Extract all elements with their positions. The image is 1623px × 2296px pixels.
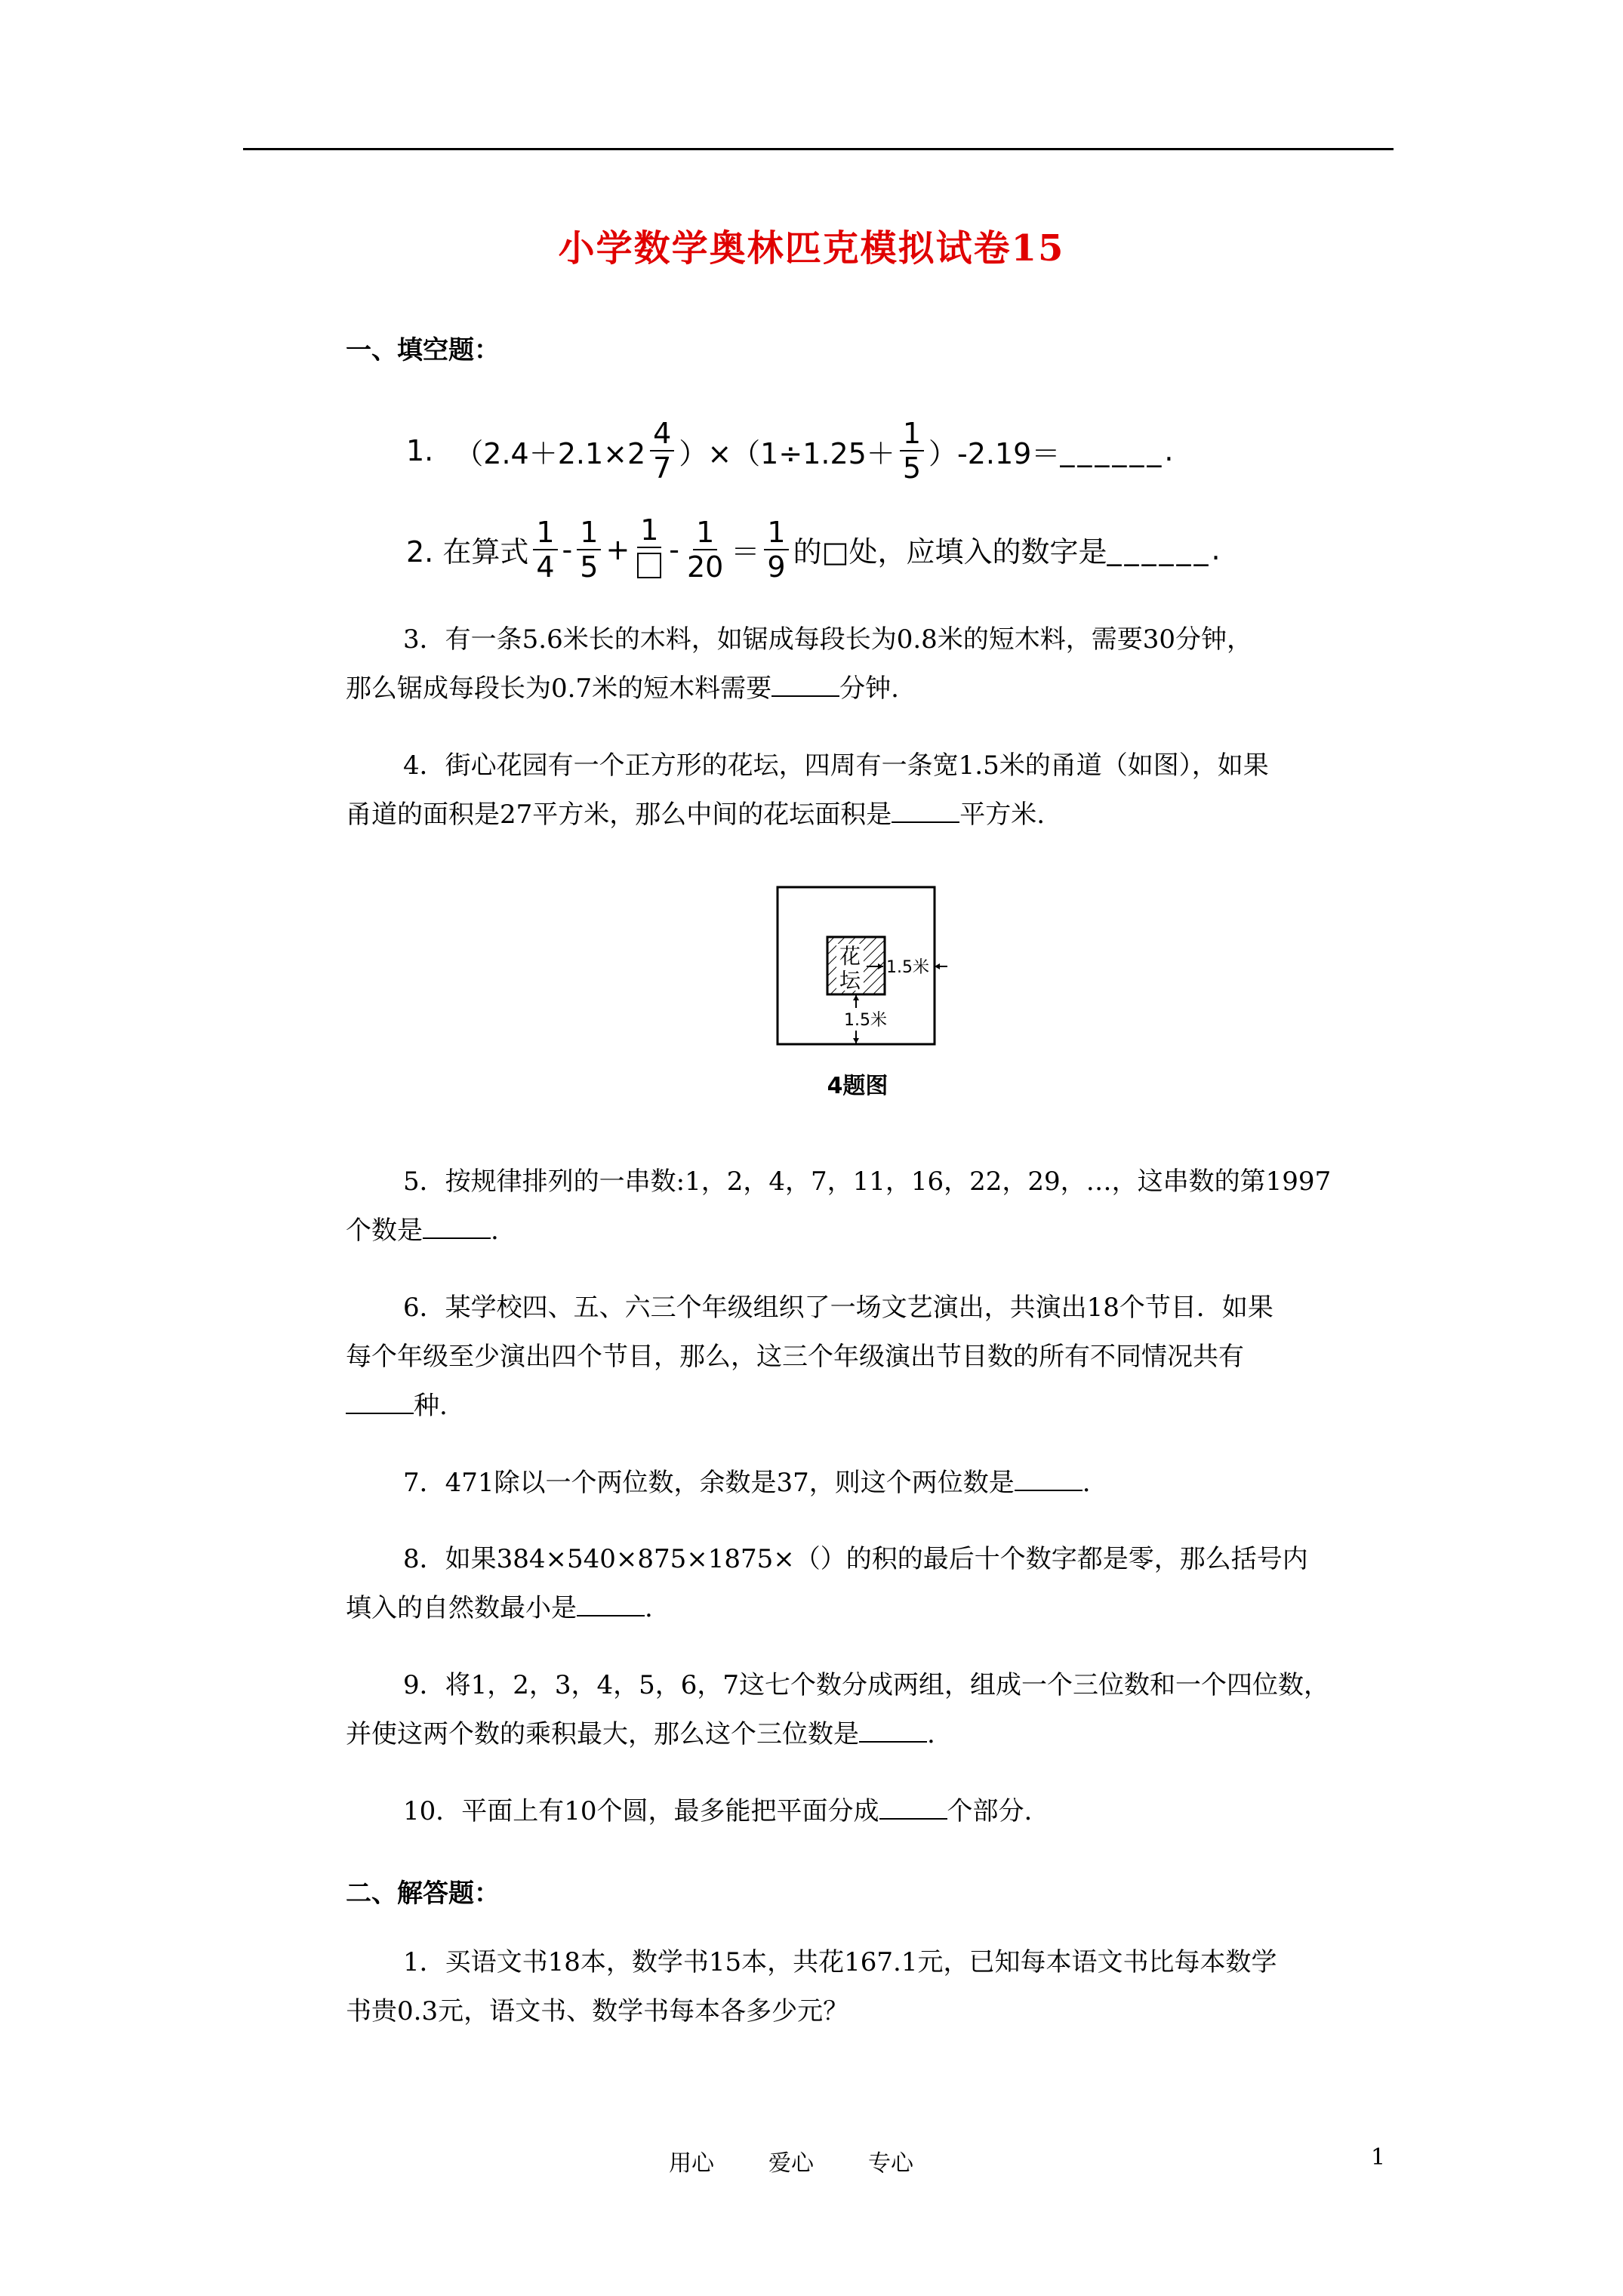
solution-question-1 — [346, 1938, 1394, 2036]
section-heading-solutions: 二、解答题： — [346, 1878, 500, 1909]
flowerbed-char1: 花 — [839, 944, 861, 969]
question-5 — [346, 1157, 1394, 1256]
question-7 — [346, 1459, 1394, 1508]
q1-end: ）-2.19＝ — [929, 436, 1061, 470]
q9-line1: 9．将1，2，3，4，5，6，7这七个数分成两组，组成一个三位数和一个四位数， — [403, 1670, 1330, 1700]
arrow-down-icon — [853, 1038, 859, 1043]
q2-op2: + — [605, 532, 630, 566]
q2-fraction-a: $\frac{1}{4}$ — [533, 516, 557, 584]
q10-line1: 10．平面上有10个圆，最多能把平面分成 个部分. — [403, 1796, 1033, 1826]
header-rule — [243, 148, 1394, 150]
q1-number: 1. — [406, 434, 434, 467]
page-number: 1 — [1371, 2144, 1386, 2171]
s2q1-line1: 1．买语文书18本，数学书15本，共花167.1元，已知每本语文书比每本数学 — [403, 1947, 1277, 1977]
q2-fraction-b: $\frac{1}{5}$ — [577, 516, 601, 584]
q6-line2: 每个年级至少演出四个节目，那么，这三个年级演出节目数的所有不同情况共有 — [346, 1342, 1244, 1372]
empty-box-icon — [637, 553, 661, 578]
question-3 — [346, 615, 1394, 713]
question-6 — [346, 1284, 1394, 1431]
q2-fraction-box: 1 — [634, 513, 664, 585]
question-4 — [346, 741, 1394, 840]
q2-op3: - — [669, 532, 679, 566]
q1-fraction-4-7: $\frac{4}{7}$ — [650, 417, 674, 485]
q2-op4: ＝ — [731, 535, 760, 569]
q2-tail: 的□处，应填入的数字是 — [793, 535, 1107, 569]
q6-line3: 种. — [346, 1382, 1394, 1431]
q4-line1: 4．街心花园有一个正方形的花坛，四周有一条宽1.5米的甬道（如图），如果 — [403, 750, 1269, 781]
answer-blank — [859, 1720, 927, 1743]
page-title: 小学数学奥林匹克模拟试卷15 — [558, 227, 1065, 270]
q5-line2: 个数是 . — [346, 1216, 499, 1246]
garden-diagram — [770, 883, 966, 1110]
q9-line2: 并使这两个数的乘积最大，那么这个三位数是 . — [346, 1719, 935, 1749]
question-10 — [346, 1787, 1394, 1836]
question-8 — [346, 1535, 1394, 1633]
s2q1-line2: 书贵0.3元，语文书、数学书每本各多少元？ — [346, 1996, 849, 2026]
answer-blank — [346, 1391, 414, 1414]
q2-blank: ______. — [1107, 532, 1224, 566]
figure-garden — [770, 883, 966, 1110]
answer-blank — [1015, 1469, 1083, 1491]
q8-line2: 填入的自然数最小是 . — [346, 1593, 653, 1623]
flowerbed-char2: 坛 — [839, 968, 861, 993]
q1-fraction-1-5: $\frac{1}{5}$ — [900, 417, 924, 485]
answer-blank — [771, 674, 839, 697]
footer-text-2: 爱心 — [768, 2150, 814, 2177]
q7-line1: 7．471除以一个两位数，余数是37，则这个两位数是 . — [403, 1468, 1091, 1498]
answer-blank — [879, 1797, 947, 1820]
width-label-right: 1.5米 — [886, 958, 929, 977]
q3-line1: 3．有一条5.6米长的木料，如锯成每段长为0.8米的短木料，需要30分钟， — [403, 624, 1253, 655]
answer-blank — [423, 1216, 491, 1239]
q1-blank: ______. — [1060, 434, 1177, 467]
q5-line1: 5．按规律排列的一串数:1，2，4，7，11，16，22，29，…，这串数的第1997 — [403, 1166, 1332, 1197]
question-2 — [406, 513, 1224, 585]
q1-open: （2.4＋2.1×2 — [454, 436, 646, 470]
section-heading-fill-blank: 一、填空题： — [346, 335, 500, 365]
question-9 — [346, 1661, 1394, 1759]
q6-line1: 6．某学校四、五、六三个年级组织了一场文艺演出，共演出18个节目．如果 — [403, 1293, 1273, 1323]
q8-line1: 8．如果384×540×875×1875×（）的积的最后十个数字都是零，那么括号内 — [403, 1544, 1308, 1574]
arrow-up-icon — [853, 995, 859, 1000]
q2-lead: 2. 在算式 — [406, 535, 529, 569]
answer-blank — [892, 800, 959, 823]
q2-op1: - — [562, 532, 573, 566]
footer-text-1: 用心 — [669, 2150, 714, 2177]
q3-line2: 那么锯成每段长为0.7米的短木料需要 分钟. — [346, 673, 899, 704]
q4-line2: 甬道的面积是27平方米，那么中间的花坛面积是 平方米. — [346, 800, 1046, 830]
q2-fraction-d: $\frac{1}{20}$ — [687, 515, 724, 584]
question-1 — [406, 417, 1176, 485]
answer-blank — [577, 1594, 645, 1616]
width-label-bottom: 1.5米 — [844, 1011, 887, 1030]
q2-fraction-e: $\frac{1}{9}$ — [764, 516, 788, 584]
footer-text-3: 专心 — [868, 2150, 913, 2177]
figure-caption: 4题图 — [827, 1073, 888, 1099]
q1-mid: ）×（1÷1.25＋ — [679, 436, 895, 470]
